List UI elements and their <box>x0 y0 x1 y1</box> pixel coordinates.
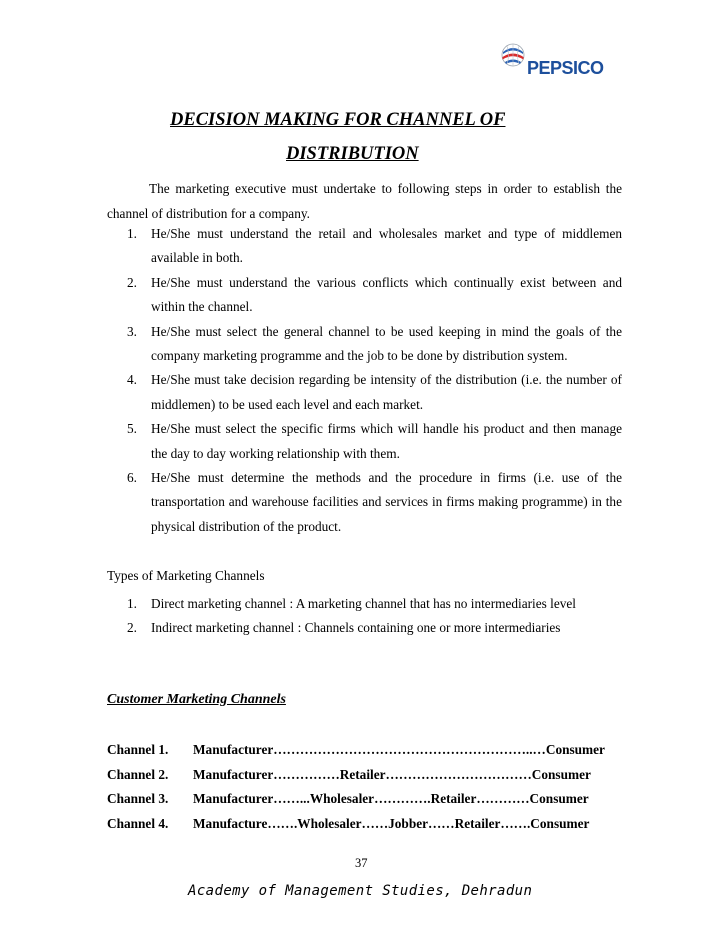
channel-path: Manufacturer……………Retailer……………………………Consumer <box>193 766 591 782</box>
intro-paragraph: The marketing executive must undertake to following steps in order to establish the channel of distribution for a company. <box>107 181 622 221</box>
list-number: 2. <box>127 274 137 290</box>
types-heading: Types of Marketing Channels <box>107 568 265 583</box>
section-heading: Customer Marketing Channels <box>107 692 286 707</box>
page-title-line-1: DECISION MAKING FOR CHANNEL OF <box>170 110 506 130</box>
list-item <box>107 417 622 466</box>
list-text: He/She must understand the various conflicts which continually exist between and within the channel. <box>151 274 622 315</box>
list-text: He/She must understand the retail and wholesales market and type of middlemen available in both. <box>151 226 622 266</box>
list-item <box>107 320 622 369</box>
page-number: 37 <box>355 856 368 870</box>
pepsico-logo <box>500 40 625 82</box>
page-footer: Academy of Management Studies, Dehradun <box>188 883 533 899</box>
list-text: Direct marketing channel : A marketing channel that has no intermediaries level <box>151 596 576 611</box>
channel-label: Channel 1. <box>107 742 169 757</box>
channel-path: Manufacturer……...Wholesaler………….Retailer…………Consumer <box>193 791 589 806</box>
list-text: He/She must select the specific firms which will handle his product and then manage the day to day working relationship with them. <box>151 421 622 461</box>
list-number: 2. <box>127 620 137 635</box>
channel-row <box>107 767 627 792</box>
list-number: 1. <box>127 226 137 241</box>
list-item <box>107 368 622 417</box>
channel-label: Channel 4. <box>107 815 169 831</box>
list-item <box>107 222 622 271</box>
list-number: 3. <box>127 323 137 339</box>
list-number: 6. <box>127 470 137 486</box>
channel-path: Manufacturer…………………………………………………..…Consumer <box>193 742 605 757</box>
channel-label: Channel 3. <box>107 791 169 806</box>
steps-list <box>107 222 622 539</box>
list-text: He/She must take decision regarding be intensity of the distribution (i.e. the number of middlemen) to be used each level and each market. <box>151 372 622 412</box>
list-text: Indirect marketing channel : Channels containing one or more intermediaries <box>151 620 561 635</box>
channel-row <box>107 742 627 767</box>
list-number: 5. <box>127 421 137 437</box>
channel-path: Manufacture…….Wholesaler……Jobber……Retailer…….Consumer <box>193 815 590 831</box>
list-item <box>107 592 622 616</box>
channels-table <box>107 742 627 840</box>
list-text: He/She must determine the methods and the procedure in firms (i.e. use of the transportation and warehouse facilities and services in firms making programme) in the physical distribution of the product. <box>151 470 622 534</box>
list-item <box>107 271 622 320</box>
channel-row <box>107 816 627 841</box>
logo-text: PEPSICO <box>527 58 604 78</box>
types-list <box>107 592 622 640</box>
pepsico-globe-icon <box>500 40 526 70</box>
channel-label: Channel 2. <box>107 766 169 782</box>
list-item <box>107 616 622 640</box>
list-number: 1. <box>127 596 137 611</box>
page-title-line-2: DISTRIBUTION <box>286 144 419 164</box>
list-number: 4. <box>127 372 137 388</box>
channel-row <box>107 791 627 816</box>
list-item <box>107 466 622 539</box>
list-text: He/She must select the general channel to be used keeping in mind the goals of the company marketing programme and the job to be done by distribution system. <box>151 323 622 364</box>
